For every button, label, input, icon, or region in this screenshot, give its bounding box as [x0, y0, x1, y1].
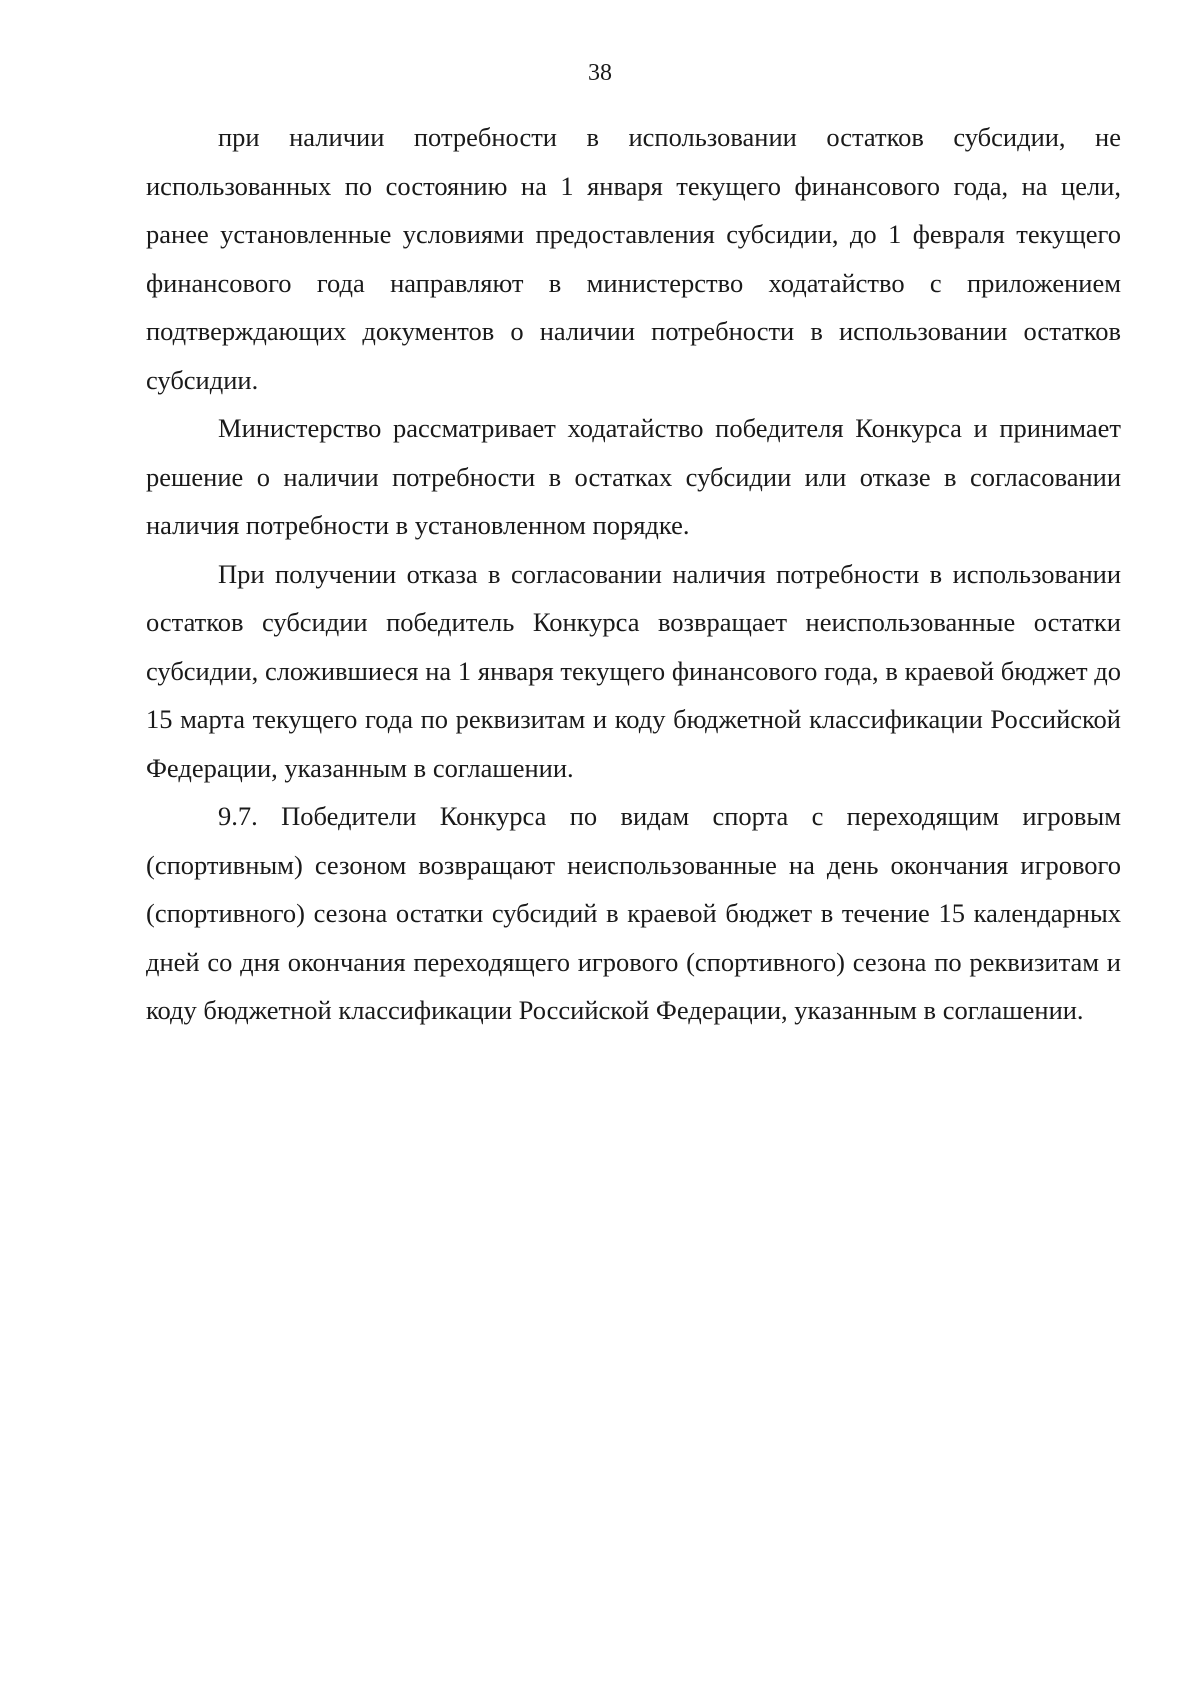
paragraph: при наличии потребности в использовании остатков субсидии, не использованных по состоянию на 1 января текущего финансового года, на цели, ранее установленные условиями предоставления субсидии, до 1 февраля текущего финансового года направляют в министерство ходатайство с приложением подтверждающих документов о наличии потребности в использовании остатков субсидии. — [146, 122, 1121, 395]
document-body — [146, 113, 1121, 1035]
paragraph: 9.7. Победители Конкурса по видам спорта с переходящим игровым (спортивным) сезоном возвращают неиспользованные на день окончания игрового (спортивного) сезона остатки субсидий в краевой бюджет в течение 15 календарных дней со дня окончания переходящего игрового (спортивного) сезона по реквизитам и коду бюджетной классификации Российской Федерации, указанным в соглашении. — [146, 801, 1121, 1025]
paragraph: Министерство рассматривает ходатайство победителя Конкурса и принимает решение о наличии потребности в остатках субсидии или отказе в согласовании наличия потребности в установленном порядке. — [146, 413, 1121, 540]
paragraph: При получении отказа в согласовании наличия потребности в использовании остатков субсидии победитель Конкурса возвращает неиспользованные остатки субсидии, сложившиеся на 1 января текущего финансового года, в краевой бюджет до 15 марта текущего года по реквизитам и коду бюджетной классификации Российской Федерации, указанным в соглашении. — [146, 558, 1121, 783]
page-number: 38 — [588, 60, 612, 86]
